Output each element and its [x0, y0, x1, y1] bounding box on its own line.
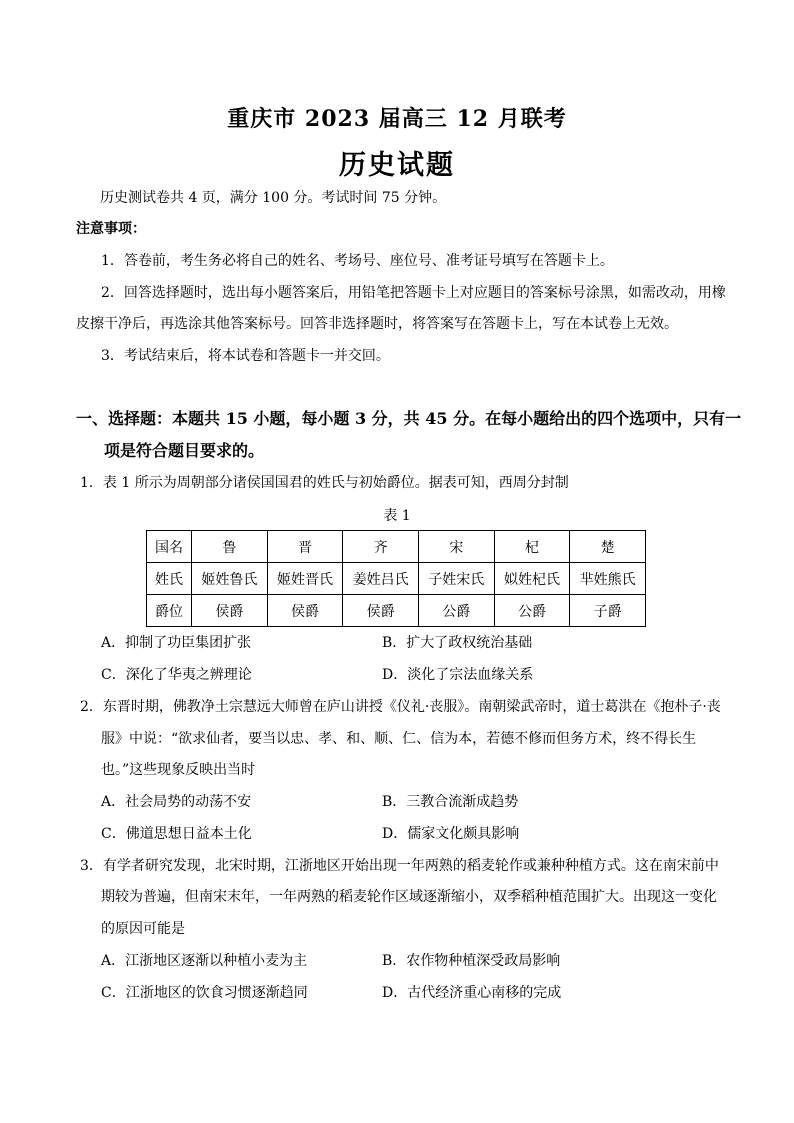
table-caption: 表 1 [383, 508, 411, 524]
subject-title: 历史试题 [339, 150, 455, 181]
question-3-line-3: 的原因可能是 [101, 921, 185, 937]
question-1-table [146, 530, 646, 627]
table-row [147, 563, 646, 595]
table-cell: 鲁 [192, 531, 268, 563]
question-2-line-2: 服》中说：“欲求仙者，要当以忠、孝、和、顺、仁、信为本，若德不修而但务方术，终不得长生 [101, 731, 697, 747]
table-cell: 姬姓晋氏 [267, 563, 343, 595]
table-row [147, 595, 646, 627]
notice-item-3: 3．考试结束后，将本试卷和答题卡一并交回。 [101, 348, 390, 364]
question-3-option-a: A．江浙地区逐渐以种植小麦为主 [101, 953, 308, 969]
question-3-option-b: B．农作物种植深受政局影响 [382, 953, 561, 969]
table-cell: 齐 [343, 531, 419, 563]
notice-item-2-line-2: 皮擦干净后，再选涂其他答案标号。回答非选择题时，将答案写在答题卡上，写在本试卷上无效。 [76, 316, 678, 332]
question-3-option-d: D．古代经济重心南移的完成 [382, 985, 562, 1001]
table-cell: 侯爵 [267, 595, 343, 627]
table-cell: 姜姓吕氏 [343, 563, 419, 595]
notice-item-2-line-1: 2．回答选择题时，选出每小题答案后，用铅笔把答题卡上对应题目的答案标号涂黑，如需改动，用橡 [101, 285, 726, 301]
exam-intro: 历史测试卷共 4 页，满分 100 分。考试时间 75 分钟。 [100, 190, 447, 206]
table-cell: 晋 [267, 531, 343, 563]
question-1-option-b: B．扩大了政权统治基础 [382, 635, 533, 651]
table-row [147, 531, 646, 563]
exam-title: 重庆市 2023 届高三 12 月联考 [227, 106, 567, 132]
table-cell: 楚 [570, 531, 646, 563]
section-heading-line-2: 项是符合题目要求的。 [104, 441, 265, 460]
question-2-option-b: B．三教合流渐成趋势 [382, 794, 519, 810]
question-1-option-c: C．深化了华夷之辨理论 [101, 667, 252, 683]
question-2-option-c: C．佛道思想日益本土化 [101, 826, 252, 842]
table-cell: 子姓宋氏 [418, 563, 494, 595]
question-2-line-1: 2．东晋时期，佛教净土宗慧远大师曾在庐山讲授《仪礼·丧服》。南朝梁武帝时，道士葛洪在《抱朴子·丧 [80, 699, 721, 715]
table-cell: 公爵 [418, 595, 494, 627]
question-2-line-3: 也。”这些现象反映出当时 [101, 762, 256, 778]
table-cell: 芈姓熊氏 [570, 563, 646, 595]
question-1-option-a: A．抑制了功臣集团扩张 [101, 635, 252, 651]
question-3-line-2: 期较为普遍，但南宋末年，一年两熟的稻麦轮作区域逐渐缩小，双季稻种植范围扩大。出现这一变化 [101, 889, 717, 905]
table-cell: 姬姓鲁氏 [192, 563, 268, 595]
table-cell: 公爵 [494, 595, 570, 627]
section-heading-line-1: 一、选择题：本题共 15 小题，每小题 3 分，共 45 分。在每小题给出的四个选项中，只有一 [76, 409, 742, 428]
table-cell: 侯爵 [343, 595, 419, 627]
notice-heading: 注意事项： [76, 221, 146, 237]
question-1-option-d: D．淡化了宗法血缘关系 [382, 667, 534, 683]
table-cell: 国名 [147, 531, 192, 563]
question-1-stem: 1．表 1 所示为周朝部分诸侯国国君的姓氏与初始爵位。据表可知，西周分封制 [80, 475, 569, 491]
table-cell: 杞 [494, 531, 570, 563]
notice-item-1: 1．答卷前，考生务必将自己的姓名、考场号、座位号、准考证号填写在答题卡上。 [101, 253, 614, 269]
table-cell: 姒姓杞氏 [494, 563, 570, 595]
question-3-option-c: C．江浙地区的饮食习惯逐渐趋同 [101, 985, 308, 1001]
table-cell: 宋 [418, 531, 494, 563]
table-cell: 侯爵 [192, 595, 268, 627]
table-cell: 姓氏 [147, 563, 192, 595]
question-3-line-1: 3．有学者研究发现，北宋时期，江浙地区开始出现一年两熟的稻麦轮作或兼种种植方式。这在南宋前中 [80, 858, 719, 874]
table-cell: 爵位 [147, 595, 192, 627]
question-2-option-a: A．社会局势的动荡不安 [101, 794, 252, 810]
question-2-option-d: D．儒家文化颇具影响 [382, 826, 520, 842]
table-cell: 子爵 [570, 595, 646, 627]
